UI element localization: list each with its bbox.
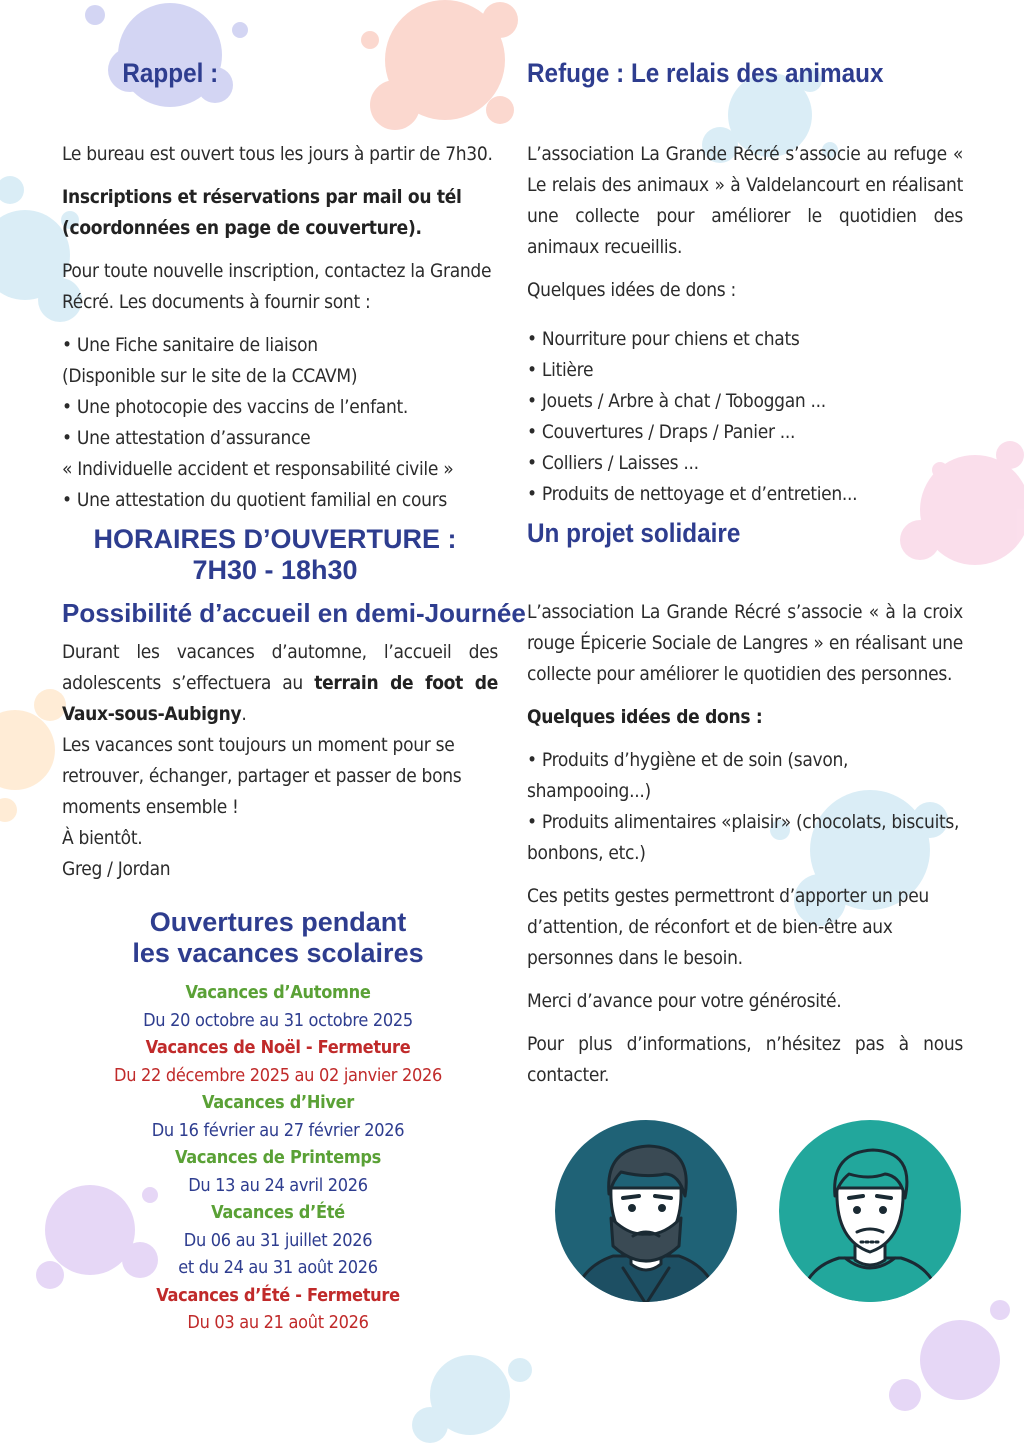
vacations-title-line1: Ouvertures pendant bbox=[149, 907, 407, 937]
person-donations-list bbox=[527, 745, 963, 869]
avatar-greg bbox=[553, 1118, 739, 1304]
list-item: « Individuelle accident et responsabilité civile » bbox=[62, 458, 454, 480]
vacation-label: Vacances d’Été bbox=[211, 1202, 345, 1223]
half-day-title: Possibilité d’accueil en demi-Journée bbox=[62, 598, 526, 628]
list-item: • Produits de nettoyage et d’entretien... bbox=[527, 483, 858, 505]
half-day-text-part: Durant les vacances d’automne, l’accueil des adolescents s’effectuera au bbox=[62, 641, 498, 694]
list-item: • Une Fiche sanitaire de liaison bbox=[62, 334, 318, 356]
list-item: • Une attestation du quotient familial en cours bbox=[62, 489, 447, 511]
list-item: • Couvertures / Draps / Panier ... bbox=[527, 421, 796, 443]
list-item: (Disponible sur le site de la CCAVM) bbox=[62, 365, 358, 387]
more-info-text: Pour plus d’informations, n’hésitez pas à nous contacter. bbox=[527, 1033, 963, 1086]
list-item: • Colliers / Laisses ... bbox=[527, 452, 699, 474]
list-item: • Nourriture pour chiens et chats bbox=[527, 328, 800, 350]
avatar-jordan bbox=[777, 1118, 963, 1304]
solidarity-project-text: L’association La Grande Récré s’associe « à la croix rouge Épicerie Sociale de Langres » en réalisant une collecte pour améliorer le quotidien des personnes. bbox=[527, 601, 963, 685]
list-item: • Produits d’hygiène et de soin (savon, shampooing...) bbox=[527, 749, 849, 802]
animal-donations-label: Quelques idées de dons : bbox=[527, 279, 736, 301]
registration-text: Inscriptions et réservations par mail ou tél (coordonnées en page de couverture). bbox=[62, 186, 462, 239]
list-item: • Produits alimentaires «plaisir» (chocolats, biscuits, bonbons, etc.) bbox=[527, 811, 960, 864]
refuge-text: L’association La Grande Récré s’associe au refuge « Le relais des animaux » à Valdelancourt en réalisant une collecte pour améliorer le quotidien des animaux recueillis. bbox=[527, 143, 963, 258]
vacation-dates: Du 16 février au 27 février 2026 bbox=[151, 1119, 405, 1141]
new-registration-text: Pour toute nouvelle inscription, contactez la Grande Récré. Les documents à fournir sont : bbox=[62, 260, 492, 313]
closing-signature: Greg / Jordan bbox=[62, 858, 171, 880]
list-item: • Litière bbox=[527, 359, 594, 381]
documents-list bbox=[62, 330, 498, 516]
vacation-label: Vacances d’Hiver bbox=[202, 1092, 354, 1113]
vacation-label: Vacances d’Été - Fermeture bbox=[156, 1284, 400, 1306]
vacation-label: Vacances de Noël - Fermeture bbox=[145, 1037, 411, 1058]
vacation-dates: et du 24 au 31 août 2026 bbox=[178, 1257, 378, 1278]
opening-hours-title: HORAIRES D’OUVERTURE : bbox=[93, 524, 457, 554]
list-item: • Une photocopie des vaccins de l’enfant. bbox=[62, 396, 409, 418]
small-gestures-text: Ces petits gestes permettront d’apporter un peu d’attention, de réconfort et de bien-être aux personnes dans le besoin. bbox=[527, 885, 929, 969]
left-column bbox=[62, 58, 526, 1337]
half-day-text bbox=[62, 637, 498, 730]
animal-donations-list bbox=[527, 324, 963, 510]
vacation-dates: Du 03 au 21 août 2026 bbox=[187, 1312, 369, 1333]
person-donations-label: Quelques idées de dons : bbox=[527, 706, 763, 728]
vacations-list bbox=[58, 979, 498, 1337]
thanks-text: Merci d’avance pour votre générosité. bbox=[527, 990, 842, 1012]
office-hours-text: Le bureau est ouvert tous les jours à partir de 7h30. bbox=[62, 143, 493, 165]
list-item: • Une attestation d’assurance bbox=[62, 427, 311, 449]
vacation-label: Vacances d’Automne bbox=[185, 982, 371, 1003]
opening-hours-value: 7H30 - 18h30 bbox=[192, 555, 358, 585]
vacation-dates: Du 22 décembre 2025 au 02 janvier 2026 bbox=[114, 1064, 442, 1086]
rappel-title: Rappel : bbox=[122, 58, 218, 88]
half-day-text-end: . bbox=[241, 703, 247, 725]
right-column bbox=[527, 58, 963, 1091]
vacation-dates: Du 13 au 24 avril 2026 bbox=[188, 1174, 368, 1196]
half-day-location: terrain de foot de Vaux-sous-Aubigny bbox=[62, 672, 498, 725]
vacation-dates: Du 20 octobre au 31 octobre 2025 bbox=[143, 1009, 413, 1031]
vacations-title-line2: les vacances scolaires bbox=[132, 938, 424, 968]
list-item: • Jouets / Arbre à chat / Toboggan ... bbox=[527, 390, 826, 412]
vacation-dates: Du 06 au 31 juillet 2026 bbox=[183, 1229, 373, 1251]
refuge-title: Refuge : Le relais des animaux bbox=[527, 58, 884, 88]
closing-bye: À bientôt. bbox=[62, 827, 143, 849]
vacation-label: Vacances de Printemps bbox=[174, 1147, 382, 1168]
closing-paragraph: Les vacances sont toujours un moment pour se retrouver, échanger, partager et passer de bons moments ensemble ! bbox=[62, 734, 462, 818]
solidarity-project-title: Un projet solidaire bbox=[527, 518, 741, 548]
